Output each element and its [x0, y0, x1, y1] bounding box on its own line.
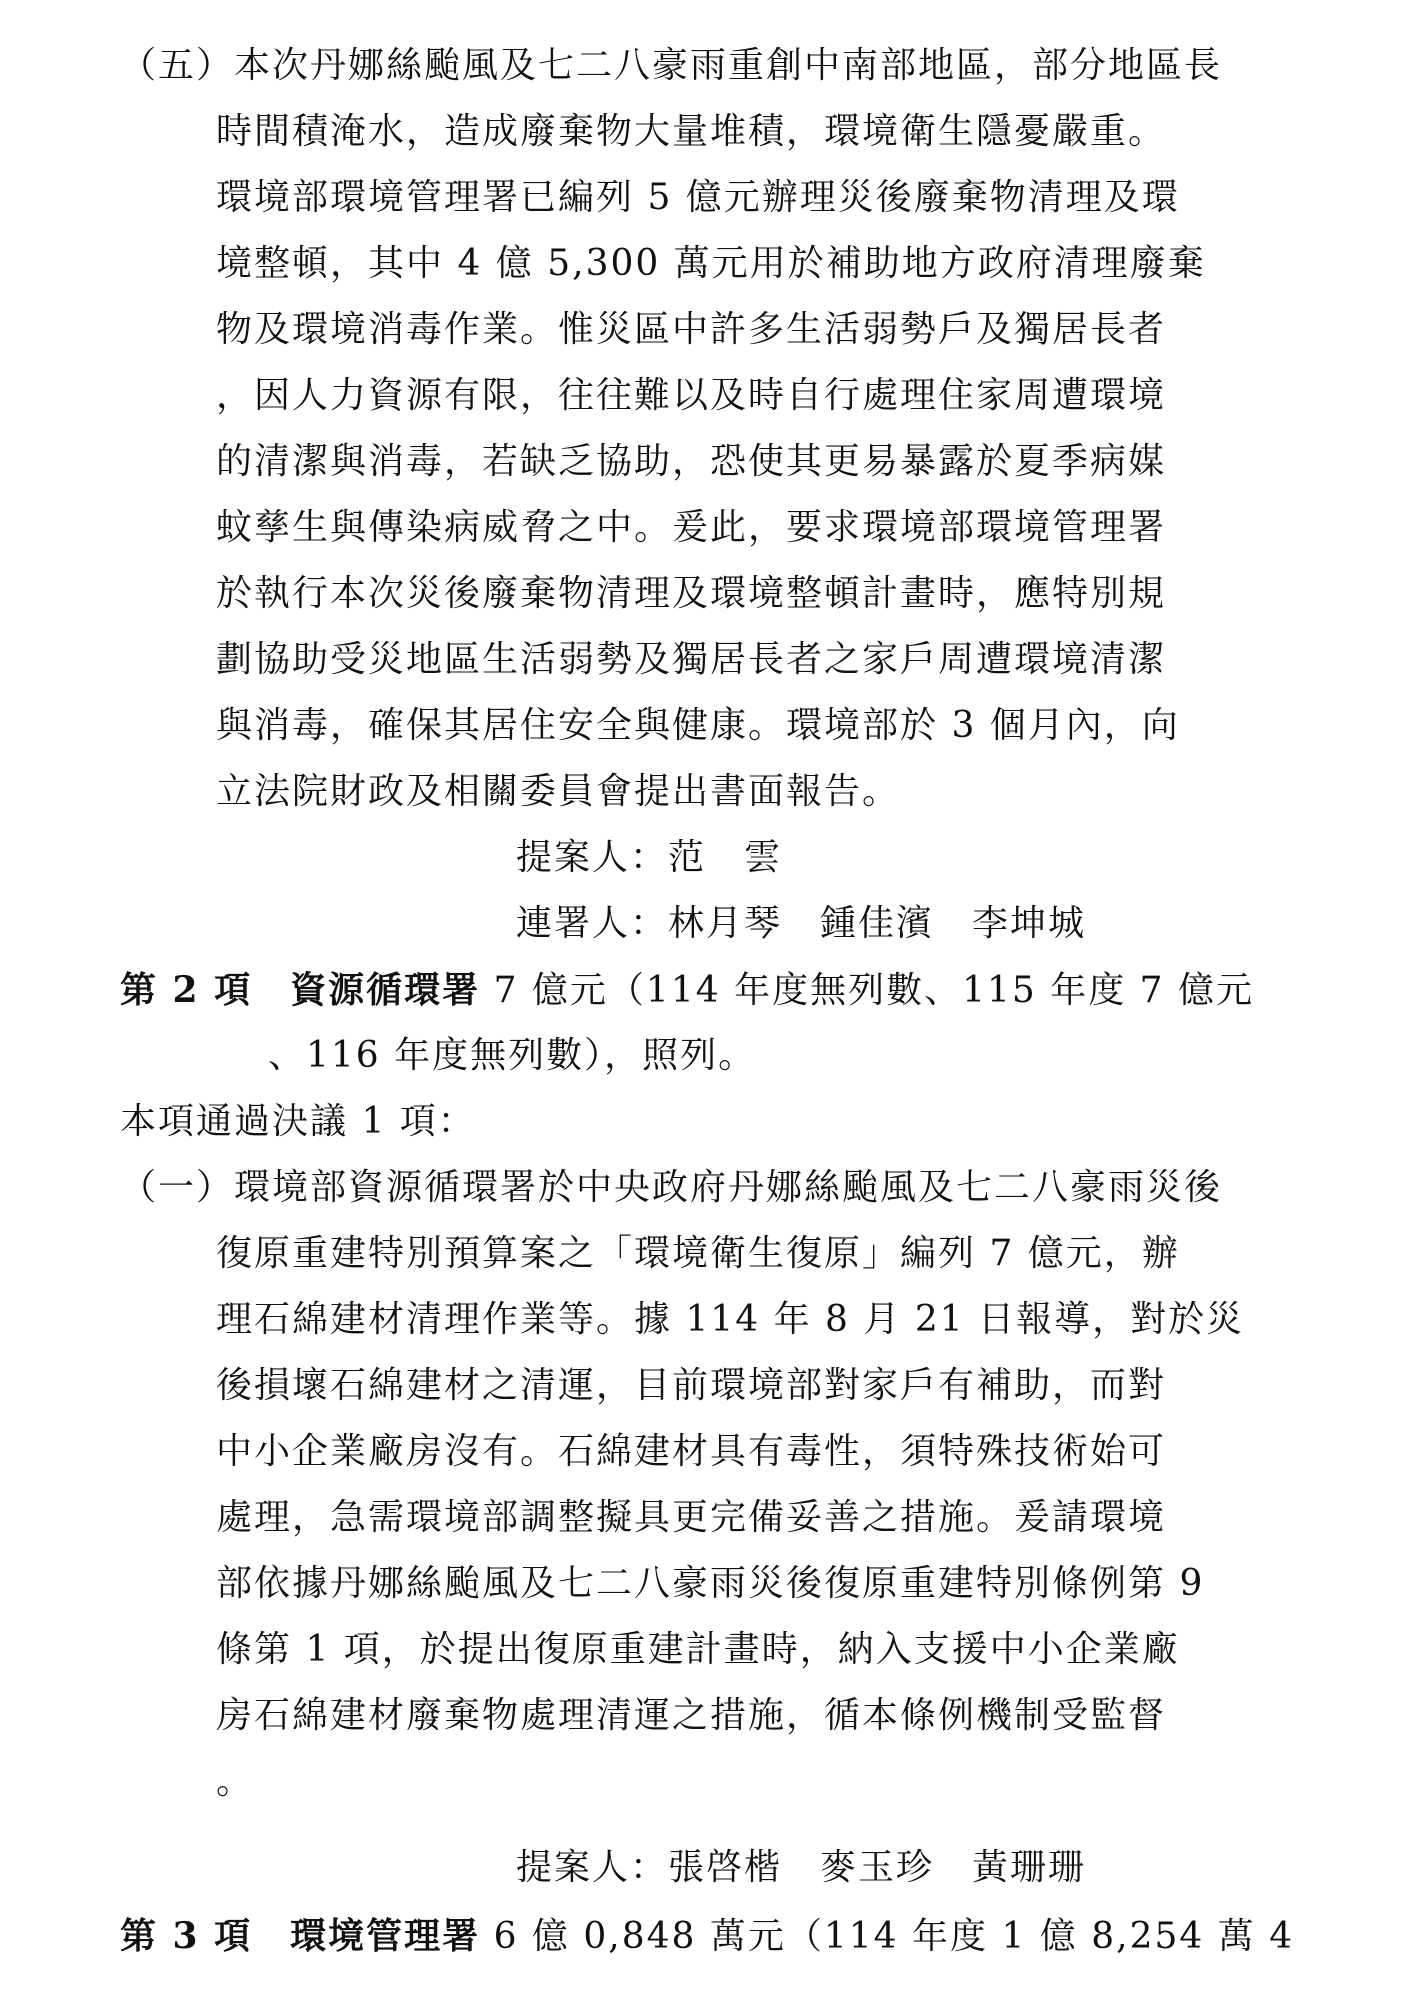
item2-resolution-intro: 本項通過決議 1 項：: [120, 1101, 476, 1142]
item2-text: 7 億元（114 年度無列數、115 年度 7 億元: [480, 970, 1255, 1011]
item3-text: 6 億 0,848 萬元（114 年度 1 億 8,254 萬 4: [480, 1916, 1295, 1957]
section5-line-12: 立法院財政及相關委員會提出書面報告。: [216, 771, 901, 812]
section5-line-1: （五）本次丹娜絲颱風及七二八豪雨重創中南部地區，部分地區長: [120, 45, 1223, 86]
section5-line-7: 的清潔與消毒，若缺乏協助，恐使其更易暴露於夏季病媒: [216, 441, 1167, 482]
resolution1-line-10: 。: [216, 1761, 255, 1802]
section5-line-8: 蚊孳生與傳染病威脅之中。爰此，要求環境部環境管理署: [216, 507, 1167, 548]
section5-line-3: 環境部環境管理署已編列 5 億元辦理災後廢棄物清理及環: [216, 177, 1180, 218]
resolution1-line-8: 條第 1 項，於提出復原重建計畫時，納入支援中小企業廠: [216, 1629, 1180, 1670]
resolution1-line-6: 處理，急需環境部調整擬具更完備妥善之措施。爰請環境: [216, 1497, 1167, 1538]
section5-line-10: 劃協助受災地區生活弱勢及獨居長者之家戶周遭環境清潔: [216, 639, 1167, 680]
section5-line-11: 與消毒，確保其居住安全與健康。環境部於 3 個月內，向: [216, 705, 1180, 746]
section5-cosigners: 連署人：林月琴 鍾佳濱 李坤城: [516, 903, 1087, 944]
section5-line-9: 於執行本次災後廢棄物清理及環境整頓計畫時，應特別規: [216, 573, 1167, 614]
resolution1-line-9: 房石綿建材廢棄物處理清運之措施，循本條例機制受監督: [216, 1695, 1167, 1736]
resolution1-line-1: （一）環境部資源循環署於中央政府丹娜絲颱風及七二八豪雨災後: [120, 1167, 1223, 1208]
resolution1-line-4: 後損壞石綿建材之清運，目前環境部對家戶有補助，而對: [216, 1365, 1167, 1406]
section5-line-4: 境整頓，其中 4 億 5,300 萬元用於補助地方政府清理廢棄: [216, 243, 1206, 284]
item2-text-cont: 、116 年度無列數），照列。: [268, 1035, 757, 1076]
resolution1-line-3: 理石綿建材清理作業等。據 114 年 8 月 21 日報導，對於災: [216, 1299, 1245, 1340]
item3-label: 第 3 項 環境管理署: [120, 1915, 481, 1957]
item2-label: 第 2 項 資源循環署: [120, 969, 481, 1011]
item2-heading: [120, 968, 1254, 1013]
section5-proposer: 提案人：范 雲: [516, 837, 783, 878]
resolution1-line-7: 部依據丹娜絲颱風及七二八豪雨災後復原重建特別條例第 9: [216, 1563, 1205, 1604]
section5-line-6: ，因人力資源有限，往往難以及時自行處理住家周遭環境: [216, 375, 1167, 416]
section5-line-2: 時間積淹水，造成廢棄物大量堆積，環境衛生隱憂嚴重。: [216, 111, 1167, 152]
item3-heading: [120, 1914, 1294, 1959]
item2-proposers: 提案人：張啓楷 麥玉珍 黃珊珊: [516, 1847, 1087, 1888]
resolution1-line-5: 中小企業廠房沒有。石綿建材具有毒性，須特殊技術始可: [216, 1431, 1167, 1472]
section5-line-5: 物及環境消毒作業。惟災區中許多生活弱勢戶及獨居長者: [216, 309, 1167, 350]
resolution1-line-2: 復原重建特別預算案之「環境衛生復原」編列 7 億元，辦: [216, 1233, 1180, 1274]
